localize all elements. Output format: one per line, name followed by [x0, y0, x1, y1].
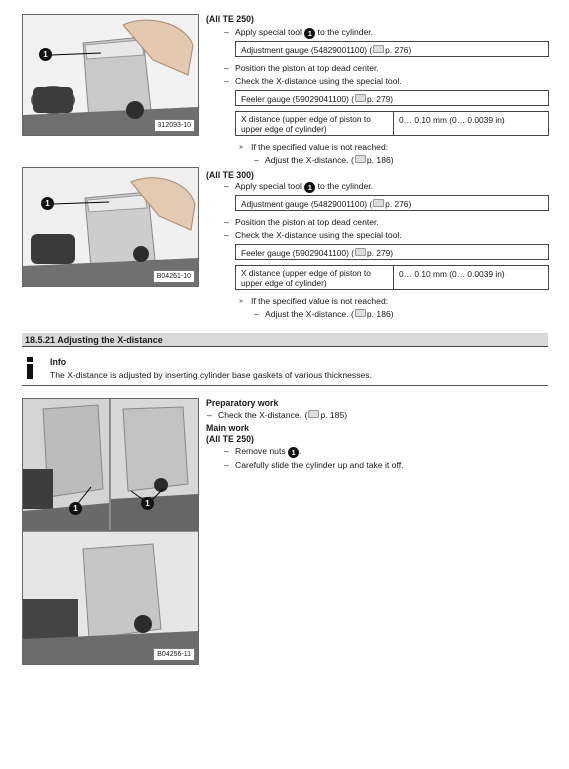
- photo-id: B04261-10: [153, 270, 195, 283]
- photo-id: 312093-10: [154, 119, 195, 132]
- te300-step-check: – Check the X-distance using the special tool.: [224, 230, 402, 240]
- engine-illustration: [23, 399, 198, 664]
- callout-1-left: 1: [69, 502, 82, 515]
- te250-step-apply: – Apply special tool 1 to the cylinder.: [224, 27, 374, 38]
- main-step-remove: – Remove nuts 1 .: [224, 446, 302, 457]
- callout-number-icon: 1: [304, 182, 315, 193]
- te250-spec-table: [235, 111, 549, 136]
- prep-heading: Preparatory work: [206, 398, 279, 408]
- te250-step-check: – Check the X-distance using the special tool.: [224, 76, 402, 86]
- section-title: 18.5.21 Adjusting the X-distance: [22, 333, 548, 347]
- book-icon: [355, 155, 366, 163]
- book-icon: [308, 410, 319, 418]
- book-icon: [355, 309, 366, 317]
- te300-step-apply: – Apply special tool 1 to the cylinder.: [224, 181, 374, 192]
- photo-cylinder-te300: [22, 167, 199, 287]
- info-icon: [24, 357, 36, 379]
- te250-step-position: – Position the piston at top dead center.: [224, 63, 379, 73]
- te300-step-position: – Position the piston at top dead center.: [224, 217, 379, 227]
- book-icon: [355, 94, 366, 102]
- te300-spec-table: [235, 265, 549, 290]
- te250-condition: » If the specified value is not reached:: [239, 142, 389, 152]
- callout-1-right: 1: [141, 497, 154, 510]
- photo-cylinder-te250: [22, 14, 199, 136]
- callout-number-icon: 1: [304, 28, 315, 39]
- callout-number-icon: 1: [288, 447, 299, 458]
- spec-value: 0… 0.10 mm (0… 0.0039 in): [399, 115, 505, 125]
- spec-value: 0… 0.10 mm (0… 0.0039 in): [399, 269, 505, 279]
- te300-tool-box: Adjustment gauge (54829001100) ( p. 276): [235, 195, 549, 211]
- te250-action: – Adjust the X-distance. ( p. 186): [254, 155, 394, 165]
- info-divider: [22, 385, 548, 386]
- spec-label: X distance (upper edge of piston to upper edge of cylinder): [236, 112, 394, 135]
- photo-id: B04256-11: [153, 648, 195, 661]
- main-step-slide: – Carefully slide the cylinder up and take it off.: [224, 460, 404, 470]
- main-sub-heading: (All TE 250): [206, 434, 254, 444]
- engine-illustration: [23, 15, 198, 135]
- te300-condition: » If the specified value is not reached:: [239, 296, 389, 306]
- callout-1: 1: [41, 197, 54, 210]
- book-icon: [373, 199, 384, 207]
- photo-cylinder-nuts: [22, 398, 199, 665]
- spec-label: X distance (upper edge of piston to upper edge of cylinder): [236, 266, 394, 289]
- info-title: Info: [50, 357, 67, 367]
- te300-heading: (All TE 300): [206, 170, 254, 180]
- prep-step: – Check the X-distance. ( p. 185): [207, 410, 348, 420]
- te250-heading: (All TE 250): [206, 14, 254, 24]
- book-icon: [355, 248, 366, 256]
- engine-illustration: [23, 168, 198, 286]
- te250-feeler-box: Feeler gauge (59029041100) ( p. 279): [235, 90, 549, 106]
- te250-tool-box: Adjustment gauge (54829001100) ( p. 276): [235, 41, 549, 57]
- te300-feeler-box: Feeler gauge (59029041100) ( p. 279): [235, 244, 549, 260]
- te300-action: – Adjust the X-distance. ( p. 186): [254, 309, 394, 319]
- book-icon: [373, 45, 384, 53]
- callout-1: 1: [39, 48, 52, 61]
- info-text: The X-distance is adjusted by inserting cylinder base gaskets of various thicknesses.: [50, 370, 372, 380]
- main-heading: Main work: [206, 423, 250, 433]
